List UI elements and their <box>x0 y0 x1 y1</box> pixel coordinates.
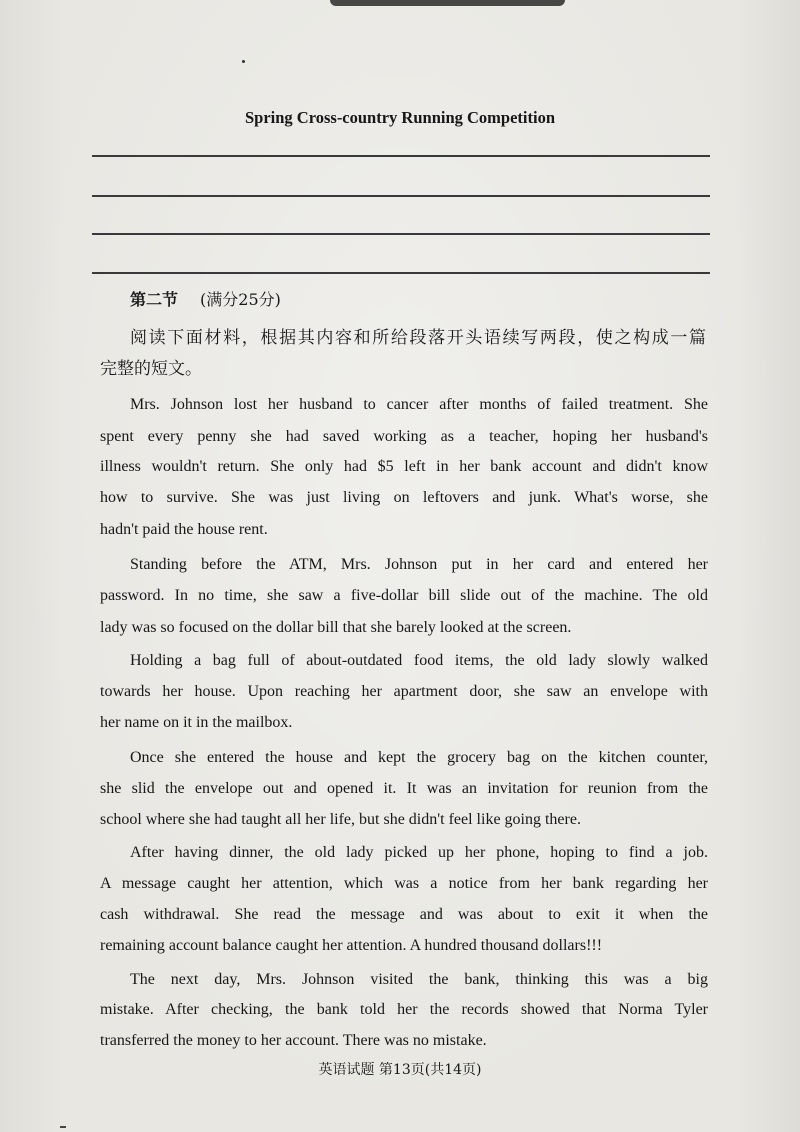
paragraph-line: After having dinner, the old lady picked up her phone, hoping to find a job. <box>130 844 708 861</box>
paragraph-line: hadn't paid the house rent. <box>100 521 268 538</box>
paragraph-line: cash withdrawal. She read the message and was about to exit it when the <box>100 906 708 923</box>
paragraph-line: she slid the envelope out and opened it. It was an invitation for reunion from the <box>100 780 708 797</box>
instruction-line: 完整的短文。 <box>100 359 202 379</box>
paragraph-line: Mrs. Johnson lost her husband to cancer after months of failed treatment. She <box>130 396 708 413</box>
scan-dot <box>242 60 245 63</box>
scan-mark <box>60 1126 66 1128</box>
paragraph-line: spent every penny she had saved working as a teacher, hoping her husband's <box>100 428 708 445</box>
paragraph-line: Standing before the ATM, Mrs. Johnson put in her card and entered her <box>130 556 708 573</box>
instruction-line: 阅读下面材料，根据其内容和所给段落开头语续写两段，使之构成一篇 <box>130 328 706 348</box>
paragraph-line: Once she entered the house and kept the grocery bag on the kitchen counter, <box>130 749 708 766</box>
answer-line <box>92 195 710 197</box>
paragraph-line: towards her house. Upon reaching her apartment door, she saw an envelope with <box>100 683 708 700</box>
paragraph-line: how to survive. She was just living on leftovers and junk. What's worse, she <box>100 489 708 506</box>
paragraph-line: password. In no time, she saw a five-dollar bill slide out of the machine. The old <box>100 587 708 604</box>
essay-title: Spring Cross-country Running Competition <box>244 108 556 127</box>
scan-smudge <box>330 0 565 6</box>
section-heading <box>130 289 281 311</box>
paragraph-line: mistake. After checking, the bank told her the records showed that Norma Tyler <box>100 1001 708 1018</box>
paragraph-line: The next day, Mrs. Johnson visited the bank, thinking this was a big <box>130 971 708 988</box>
paragraph-line: transferred the money to her account. There was no mistake. <box>100 1032 487 1049</box>
section-title: 第二节 <box>130 290 179 309</box>
paragraph-line: illness wouldn't return. She only had $5 left in her bank account and didn't know <box>100 458 708 475</box>
paragraph-line: school where she had taught all her life, but she didn't feel like going there. <box>100 811 581 828</box>
answer-line <box>92 272 710 274</box>
paragraph-line: lady was so focused on the dollar bill that she barely looked at the screen. <box>100 619 572 636</box>
answer-line <box>92 233 710 235</box>
section-score: (满分25分) <box>200 290 281 309</box>
paragraph-line: Holding a bag full of about-outdated food items, the old lady slowly walked <box>130 652 708 669</box>
page-footer: 英语试题 第13页(共14页) <box>318 1062 482 1078</box>
answer-line <box>92 155 710 157</box>
paragraph-line: her name on it in the mailbox. <box>100 714 293 731</box>
paragraph-line: remaining account balance caught her attention. A hundred thousand dollars!!! <box>100 937 603 954</box>
paragraph-line: A message caught her attention, which was a notice from her bank regarding her <box>100 875 708 892</box>
